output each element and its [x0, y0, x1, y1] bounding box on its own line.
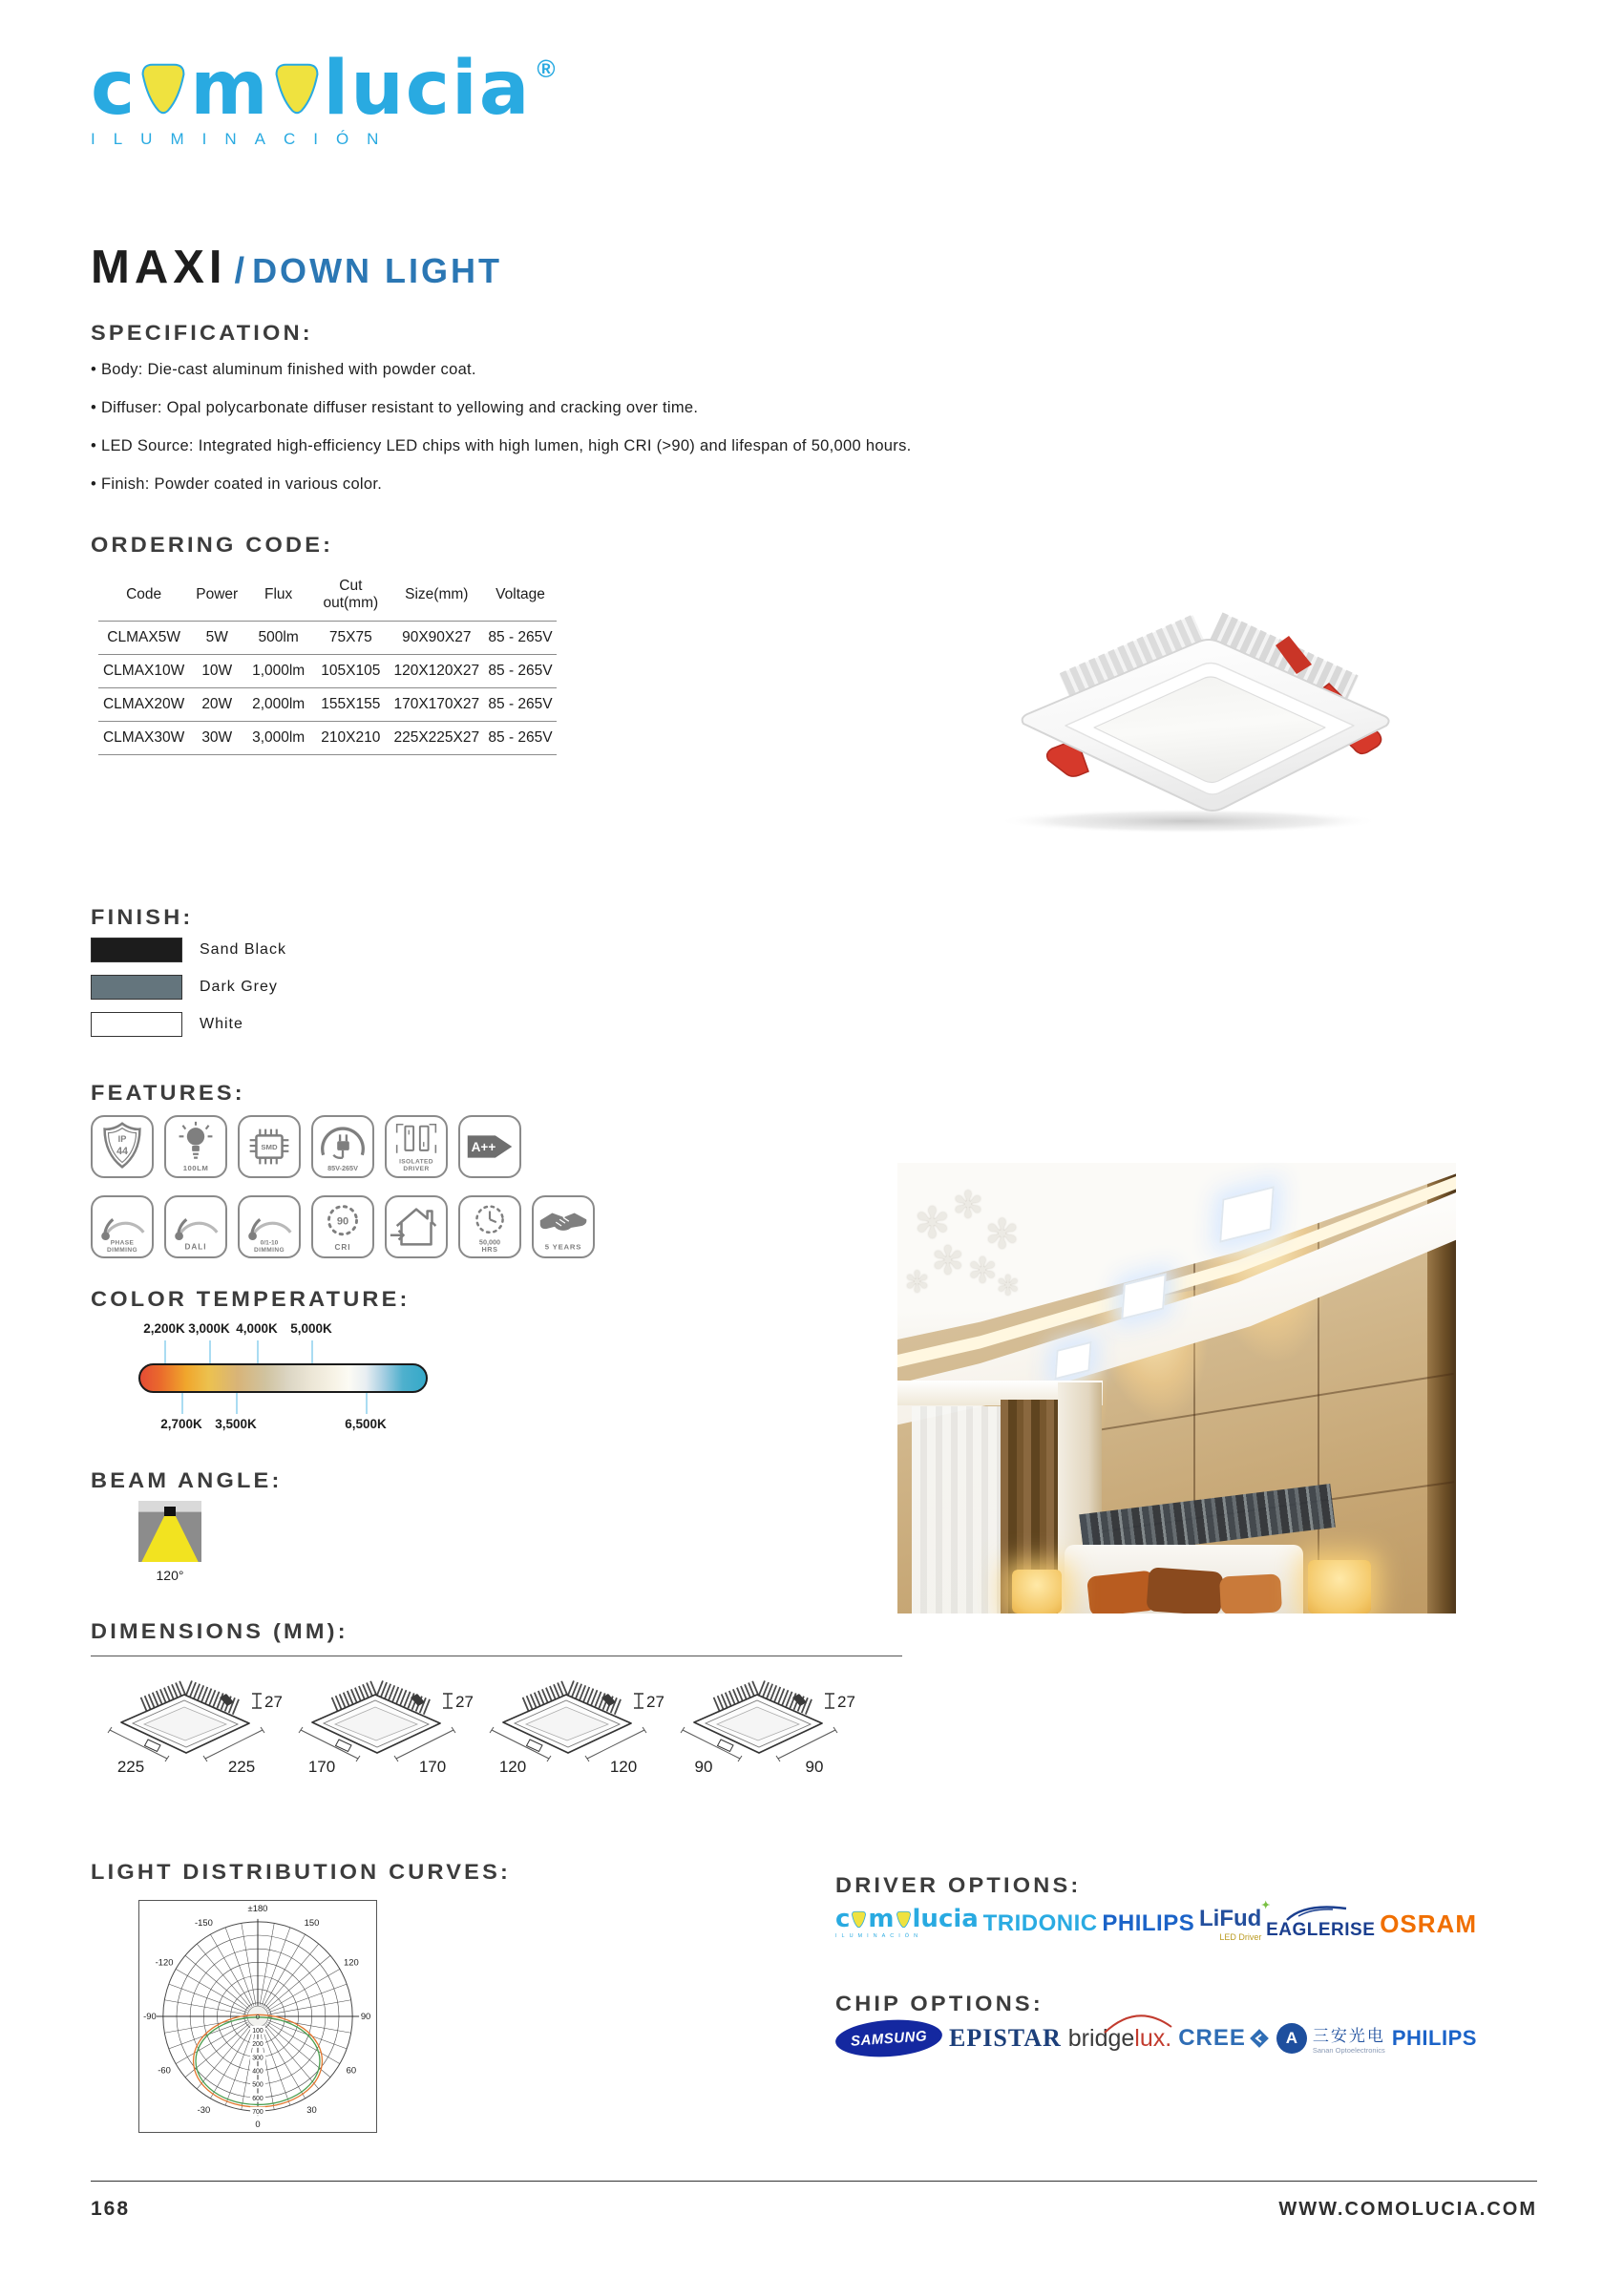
ct-label-3000k: 3,000K	[188, 1321, 230, 1336]
polar-spoke	[267, 1969, 340, 2011]
cell-power: 30W	[189, 722, 244, 755]
angle-label: -120	[155, 1956, 174, 1968]
chip-options-heading: CHIP OPTIONS:	[835, 1992, 1044, 2015]
ct-tick	[209, 1340, 211, 1363]
title-separator: /	[234, 251, 245, 291]
polar-spoke	[264, 2026, 306, 2099]
svg-text:SMD: SMD	[261, 1142, 278, 1151]
polar-spoke	[210, 2026, 252, 2099]
radial-label: 300	[252, 2055, 264, 2062]
beam-angle-heading: BEAM ANGLE:	[91, 1468, 283, 1492]
svg-text:PHASE: PHASE	[110, 1239, 135, 1247]
col-header-voltage: Voltage	[496, 586, 545, 602]
polar-plot	[139, 1901, 376, 2132]
angle-label: 60	[346, 2064, 357, 2076]
light-distribution-heading: LIGHT DISTRIBUTION CURVES:	[91, 1860, 512, 1884]
lifespan-icon	[458, 1195, 521, 1258]
ordering-heading: ORDERING CODE:	[91, 533, 334, 557]
driver-options-heading: DRIVER OPTIONS:	[835, 1873, 1082, 1897]
svg-text:120: 120	[498, 1758, 527, 1776]
chandelier: ✻	[915, 1200, 950, 1247]
beam-angle-icon	[138, 1501, 201, 1562]
svg-text:HRS: HRS	[481, 1245, 498, 1255]
svg-text:27: 27	[455, 1693, 473, 1711]
table-row	[98, 722, 557, 755]
dimensions-row	[91, 1665, 854, 1782]
polar-spoke	[225, 2027, 254, 2105]
spec-bullet: • LED Source: Integrated high-efficiency LED chips with high lumen, high CRI (>90) and lifespan of 50,000 hours.	[91, 437, 912, 455]
color-temperature-heading: COLOR TEMPERATURE:	[91, 1287, 411, 1311]
brand-logo-subtitle: ILUMINACIÓN	[91, 129, 397, 148]
chandelier: ✻	[905, 1267, 930, 1298]
cell-power: 20W	[189, 688, 244, 722]
svg-text:50,000: 50,000	[478, 1237, 501, 1247]
cell-cutout: 75X75	[312, 622, 390, 655]
cree-diamond-icon	[1249, 2028, 1270, 2049]
energy-class-icon	[458, 1115, 521, 1178]
ordering-header-row	[98, 569, 557, 622]
ct-tick	[257, 1340, 259, 1363]
logo-pick-icon	[850, 1909, 868, 1930]
radial-label: 400	[252, 2068, 264, 2076]
svg-text:CRI: CRI	[334, 1243, 351, 1253]
cell-cutout: 105X105	[312, 655, 390, 688]
ct-tick	[236, 1393, 238, 1414]
svg-text:DRIVER: DRIVER	[403, 1166, 430, 1173]
smd-icon	[238, 1115, 301, 1178]
ct-label-2200k: 2,200K	[143, 1321, 185, 1336]
col-header-flux: Flux	[264, 586, 293, 602]
product-photo	[974, 561, 1394, 838]
table-row	[98, 655, 557, 688]
cell-power: 5W	[189, 622, 244, 655]
svg-text:170: 170	[307, 1758, 336, 1776]
logo-pick-icon	[137, 59, 190, 120]
polar-spoke	[262, 2027, 290, 2105]
svg-text:DALI: DALI	[184, 1242, 207, 1252]
cell-cutout: 210X210	[312, 722, 390, 755]
features-heading: FEATURES:	[91, 1081, 245, 1105]
cell-code: CLMAX5W	[98, 622, 189, 655]
samsung-logo: SAMSUNG	[834, 2016, 943, 2060]
features-row-2	[91, 1195, 595, 1258]
col-header-size: Size(mm)	[405, 586, 469, 602]
svg-text:0/1-10: 0/1-10	[260, 1239, 279, 1247]
ct-label-6500k: 6,500K	[345, 1417, 387, 1431]
color-temperature-bar	[138, 1363, 428, 1393]
indoor-icon	[385, 1195, 448, 1258]
svg-text:DIMMING: DIMMING	[107, 1247, 137, 1255]
spec-bullet: • Finish: Powder coated in various color.	[91, 475, 382, 494]
polar-spoke	[176, 1969, 248, 2011]
chandelier: ✻	[968, 1251, 998, 1290]
dimension-drawing	[664, 1665, 854, 1782]
sanan-mark-icon: A	[1276, 2023, 1307, 2054]
spec-bullet: • Diffuser: Opal polycarbonate diffuser resistant to yellowing and cracking over time.	[91, 399, 698, 417]
isolated-driver-icon	[385, 1115, 448, 1178]
brand-logo-wordmark	[91, 46, 558, 132]
svg-text:90: 90	[805, 1758, 824, 1776]
svg-text:90: 90	[694, 1758, 713, 1776]
col-header-code: Code	[126, 586, 162, 602]
room-sheer-curtain	[912, 1406, 1002, 1614]
chandelier: ✻	[997, 1271, 1020, 1300]
finish-label: Dark Grey	[200, 979, 278, 995]
room-bedside-lamp	[1308, 1560, 1371, 1614]
cell-flux: 2,000lm	[244, 688, 312, 722]
ct-tick	[164, 1340, 166, 1363]
angle-label: ±180	[247, 1902, 268, 1913]
svg-text:100LM: 100LM	[182, 1164, 209, 1173]
ct-tick	[366, 1393, 368, 1414]
bridgelux-arc-icon	[1099, 2010, 1177, 2035]
col-header-cutout: Cut out(mm)	[323, 578, 379, 611]
driver-logos-row	[835, 1900, 1477, 1942]
cell-size: 170X170X27	[390, 688, 484, 722]
logo-letter-m: m	[190, 46, 270, 132]
logo-pick-icon	[270, 59, 324, 120]
polar-spoke	[185, 1955, 249, 2009]
philips-chip-logo: PHILIPS	[1391, 2026, 1477, 2050]
logo-letter-c: c	[91, 46, 137, 132]
col-header-power: Power	[196, 586, 239, 602]
cree-logo: CREE	[1178, 2025, 1270, 2052]
cell-size: 225X225X27	[390, 722, 484, 755]
lifud-logo: LiFud ✦ LED Driver	[1199, 1900, 1271, 1942]
ct-tick	[311, 1340, 313, 1363]
eaglerise-logo: EAGLERISE	[1266, 1907, 1375, 1941]
cell-code: CLMAX10W	[98, 655, 189, 688]
logo-letters-lucia: lucia	[323, 46, 532, 132]
0-1-10-dimming-icon	[238, 1195, 301, 1258]
table-row	[98, 688, 557, 722]
cell-voltage: 85 - 265V	[484, 622, 557, 655]
sanan-logo: A 三安光电 Sanan Optoelectronics	[1276, 2022, 1385, 2055]
svg-text:27: 27	[264, 1693, 282, 1711]
comolucia-logo: c m lucia ILUMINACIÓN	[835, 1905, 979, 1939]
voltage-range-icon	[311, 1115, 374, 1178]
room-pillow	[1219, 1573, 1282, 1614]
dimension-drawing	[91, 1665, 282, 1782]
polar-spoke	[265, 1944, 319, 2008]
finish-swatch	[91, 938, 182, 962]
tridonic-logo: TRIDONIC	[982, 1910, 1098, 1936]
dimension-drawing	[473, 1665, 664, 1782]
angle-label: -60	[158, 2064, 171, 2076]
radial-label: 100	[252, 2027, 264, 2035]
finish-option	[91, 938, 286, 962]
beam-cone	[138, 1512, 201, 1562]
specification-heading: SPECIFICATION:	[91, 321, 313, 345]
brand-logo	[91, 46, 558, 149]
radial-label: 600	[252, 2095, 264, 2102]
downlight-render	[974, 561, 1394, 838]
ordering-table	[98, 569, 557, 755]
finish-label: Sand Black	[200, 941, 286, 958]
chandelier: ✻	[932, 1240, 964, 1282]
cell-voltage: 85 - 265V	[484, 655, 557, 688]
ordering-table-body	[98, 622, 557, 755]
angle-label: 150	[304, 1917, 320, 1929]
angle-label: -30	[197, 2103, 211, 2115]
svg-text:44: 44	[116, 1145, 128, 1157]
polar-spoke	[225, 1928, 254, 2006]
cell-flux: 500lm	[244, 622, 312, 655]
finish-swatch	[91, 1012, 182, 1037]
chip-logos-row	[835, 2020, 1477, 2057]
philips-logo: PHILIPS	[1102, 1910, 1195, 1936]
warranty-icon	[532, 1195, 595, 1258]
chandelier: ✻	[953, 1186, 983, 1226]
ct-label-4000k: 4,000K	[236, 1321, 278, 1336]
room-photo	[897, 1163, 1456, 1614]
cell-size: 120X120X27	[390, 655, 484, 688]
polar-spoke	[210, 1934, 252, 2007]
svg-text:A++: A++	[471, 1139, 496, 1154]
finish-option	[91, 975, 278, 1000]
osram-logo: OSRAM	[1380, 1909, 1477, 1938]
ct-tick	[181, 1393, 183, 1414]
svg-text:90: 90	[336, 1215, 349, 1228]
cell-code: CLMAX20W	[98, 688, 189, 722]
lumen-icon	[164, 1115, 227, 1178]
svg-text:170: 170	[418, 1758, 447, 1776]
ip44-icon	[91, 1115, 154, 1178]
registered-mark: ®	[537, 54, 558, 83]
product-category: DOWN LIGHT	[252, 251, 503, 290]
epistar-logo: EPISTAR	[949, 2024, 1062, 2052]
page-number: 168	[91, 2198, 131, 2220]
chandelier: ✻	[985, 1212, 1020, 1256]
ct-label-5000k: 5,000K	[290, 1321, 332, 1336]
features-row-1	[91, 1115, 521, 1178]
finish-label: White	[200, 1016, 243, 1032]
product-name: MAXI	[91, 242, 227, 293]
cell-voltage: 85 - 265V	[484, 688, 557, 722]
radial-label: 700	[252, 2108, 264, 2116]
finish-heading: FINISH:	[91, 905, 194, 929]
cell-flux: 1,000lm	[244, 655, 312, 688]
cell-code: CLMAX30W	[98, 722, 189, 755]
svg-text:120: 120	[609, 1758, 638, 1776]
page-title	[91, 241, 502, 294]
polar-spoke	[169, 1984, 247, 2013]
footer-rule	[91, 2181, 1537, 2182]
ct-label-2700k: 2,700K	[160, 1417, 202, 1431]
svg-text:DIMMING: DIMMING	[254, 1247, 285, 1255]
angle-label: 30	[306, 2103, 317, 2115]
svg-text:27: 27	[646, 1693, 664, 1711]
svg-text:225: 225	[116, 1758, 145, 1776]
radial-label: 0	[256, 2014, 260, 2021]
table-row	[98, 622, 557, 655]
finish-option	[91, 1012, 243, 1037]
room-bedside-lamp	[1012, 1570, 1062, 1614]
dimensions-heading: DIMENSIONS (MM):	[91, 1619, 348, 1643]
bridgelux-logo: bridgelux.	[1068, 2025, 1171, 2053]
cri-icon	[311, 1195, 374, 1258]
angle-label: 90	[360, 2010, 371, 2021]
polar-spoke	[266, 1955, 330, 2009]
angle-label: 120	[344, 1956, 359, 1968]
beam-angle-value: 120°	[156, 1568, 184, 1583]
dali-icon	[164, 1195, 227, 1258]
angle-label: 0	[255, 2119, 261, 2130]
svg-text:ISOLATED: ISOLATED	[399, 1158, 433, 1166]
website-url: WWW.COMOLUCIA.COM	[1278, 2199, 1537, 2220]
room-pillow	[1146, 1567, 1223, 1614]
cell-cutout: 155X155	[312, 688, 390, 722]
phase-dimming-icon	[91, 1195, 154, 1258]
svg-text:85V-265V: 85V-265V	[327, 1164, 358, 1173]
finish-swatch	[91, 975, 182, 1000]
radial-label: 500	[252, 2081, 264, 2089]
svg-text:225: 225	[227, 1758, 256, 1776]
cell-flux: 3,000lm	[244, 722, 312, 755]
logo-pick-icon	[895, 1909, 913, 1930]
angle-label: -90	[143, 2010, 157, 2021]
cell-size: 90X90X27	[390, 622, 484, 655]
lifud-spark-icon: ✦	[1261, 1900, 1271, 1911]
svg-text:IP: IP	[117, 1134, 127, 1145]
radial-label: 200	[252, 2041, 264, 2049]
polar-spoke	[264, 1934, 306, 2007]
polar-spoke	[262, 1928, 290, 2006]
ct-label-3500k: 3,500K	[215, 1417, 257, 1431]
cell-power: 10W	[189, 655, 244, 688]
eaglerise-swoosh-icon	[1283, 1901, 1350, 1924]
spec-bullet: • Body: Die-cast aluminum finished with powder coat.	[91, 361, 476, 379]
angle-label: -150	[195, 1917, 213, 1929]
polar-spoke	[268, 1984, 347, 2013]
beam-source	[164, 1507, 176, 1516]
polar-spoke	[197, 1944, 250, 2008]
dimension-drawing	[282, 1665, 473, 1782]
cell-voltage: 85 - 265V	[484, 722, 557, 755]
svg-text:27: 27	[837, 1693, 854, 1711]
svg-text:5 YEARS: 5 YEARS	[544, 1242, 582, 1252]
light-distribution-chart	[138, 1900, 377, 2133]
